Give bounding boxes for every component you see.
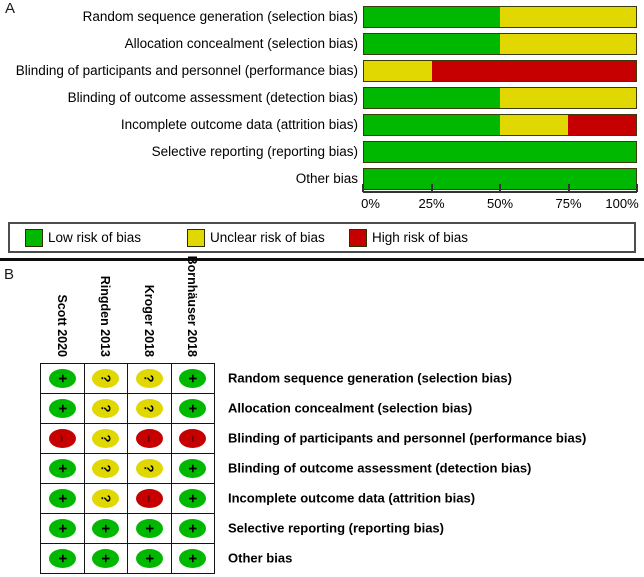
rob-summary-table — [40, 363, 215, 574]
rob-cell — [172, 514, 216, 544]
bar-segment-unclear — [364, 61, 432, 81]
panel-b-label: B — [4, 266, 15, 283]
bar-segment-unclear — [500, 34, 636, 54]
study-name: Bornhäuser 2018 — [185, 255, 200, 357]
rob-cell — [41, 364, 85, 394]
rob-cell — [41, 544, 85, 574]
panel-a-label: A — [5, 0, 16, 17]
rob-judgement-low-icon — [49, 549, 76, 568]
rob-row-label: Allocation concealment (selection bias) — [228, 400, 473, 416]
rob-cell — [172, 484, 216, 514]
rob-judgement-high-icon — [49, 429, 76, 448]
legend-label: Low risk of bias — [48, 230, 142, 245]
axis-tick — [636, 184, 638, 192]
bar-category-label: Incomplete outcome data (attrition bias) — [120, 117, 358, 132]
rob-cell — [85, 364, 129, 394]
rob-judgement-low-icon — [49, 489, 76, 508]
axis-tick — [362, 184, 364, 192]
bar-category-label: Blinding of participants and personnel (performance bias) — [15, 63, 358, 78]
rob-symbol: + — [184, 464, 202, 473]
rob-cell — [172, 424, 216, 454]
legend-swatch-high-icon — [349, 229, 367, 247]
rob-cell — [85, 514, 129, 544]
rob-row-label: Blinding of participants and personnel (performance bias) — [228, 430, 587, 446]
stacked-bar — [363, 60, 637, 82]
rob-symbol: + — [53, 404, 71, 413]
bar-segment-unclear — [500, 88, 636, 108]
study-name: Scott 2020 — [54, 294, 69, 357]
rob-judgement-low-icon — [92, 549, 119, 568]
rob-judgement-low-icon — [49, 399, 76, 418]
rob-symbol: + — [97, 554, 115, 563]
rob-cell — [41, 424, 85, 454]
rob-judgement-high-icon — [136, 489, 163, 508]
rob-judgement-unclear-icon — [136, 459, 163, 478]
axis-tick — [431, 184, 433, 192]
rob-symbol: + — [184, 374, 202, 383]
rob-judgement-low-icon — [179, 459, 206, 478]
bar-category-label: Random sequence generation (selection bias) — [82, 9, 358, 24]
rob-row-label: Other bias — [228, 550, 293, 566]
rob-symbol: + — [184, 524, 202, 533]
rob-judgement-low-icon — [179, 549, 206, 568]
rob-cell — [85, 454, 129, 484]
rob-symbol: − — [141, 494, 157, 503]
rob-symbol: + — [53, 554, 71, 563]
rob-symbol: − — [54, 434, 70, 443]
rob-judgement-low-icon — [49, 519, 76, 538]
rob-symbol: ? — [98, 374, 114, 383]
bar-segment-low — [364, 34, 500, 54]
axis-tick-label: 0% — [361, 196, 380, 211]
axis-tick-label: 50% — [486, 196, 514, 211]
bar-category-label: Selective reporting (reporting bias) — [151, 144, 358, 159]
rob-symbol: + — [53, 374, 71, 383]
rob-cell — [128, 454, 172, 484]
bar-segment-low — [364, 7, 500, 27]
legend-swatch-unclear-icon — [187, 229, 205, 247]
bar-segment-low — [364, 142, 636, 162]
rob-cell — [172, 544, 216, 574]
rob-symbol: + — [53, 524, 71, 533]
rob-symbol: ? — [98, 404, 114, 413]
legend-item-unclear — [187, 224, 325, 251]
rob-cell — [172, 394, 216, 424]
rob-cell — [128, 364, 172, 394]
rob-row-label: Selective reporting (reporting bias) — [228, 520, 444, 536]
rob-judgement-high-icon — [136, 429, 163, 448]
rob-symbol: + — [97, 524, 115, 533]
rob-cell — [172, 454, 216, 484]
rob-row-label: Blinding of outcome assessment (detection bias) — [228, 460, 532, 476]
legend-box — [8, 222, 636, 253]
rob-cell — [41, 514, 85, 544]
bar-segment-high — [568, 115, 636, 135]
study-name: Kroger 2018 — [141, 284, 156, 357]
bar-category-label: Other bias — [295, 171, 358, 186]
rob-cell — [128, 424, 172, 454]
rob-judgement-unclear-icon — [92, 459, 119, 478]
rob-cell — [85, 484, 129, 514]
rob-judgement-unclear-icon — [92, 399, 119, 418]
axis-tick — [499, 184, 501, 192]
stacked-bar — [363, 33, 637, 55]
rob-cell — [85, 394, 129, 424]
study-name: Ringden 2013 — [98, 275, 113, 357]
panel-divider — [0, 258, 644, 261]
rob-judgement-unclear-icon — [92, 489, 119, 508]
rob-symbol: + — [184, 404, 202, 413]
stacked-bar — [363, 6, 637, 28]
rob-judgement-low-icon — [179, 519, 206, 538]
rob-judgement-low-icon — [92, 519, 119, 538]
rob-judgement-low-icon — [136, 519, 163, 538]
legend-swatch-low-icon — [25, 229, 43, 247]
rob-judgement-low-icon — [49, 459, 76, 478]
rob-cell — [41, 454, 85, 484]
bar-segment-unclear — [500, 115, 568, 135]
legend-item-low — [25, 224, 141, 251]
bar-segment-low — [364, 115, 500, 135]
rob-cell — [41, 484, 85, 514]
rob-symbol: − — [141, 434, 157, 443]
legend-label: Unclear risk of bias — [210, 230, 325, 245]
rob-symbol: + — [53, 494, 71, 503]
rob-row-label: Incomplete outcome data (attrition bias) — [228, 490, 476, 506]
rob-symbol: ? — [141, 464, 157, 473]
rob-judgement-unclear-icon — [92, 369, 119, 388]
rob-symbol: + — [53, 464, 71, 473]
rob-symbol: ? — [141, 404, 157, 413]
bar-category-label: Allocation concealment (selection bias) — [124, 36, 358, 51]
axis-tick-label: 25% — [418, 196, 445, 211]
rob-judgement-unclear-icon — [136, 399, 163, 418]
rob-judgement-unclear-icon — [136, 369, 163, 388]
stacked-bar — [363, 141, 637, 163]
stacked-bar — [363, 87, 637, 109]
rob-cell — [85, 424, 129, 454]
stacked-bar — [363, 114, 637, 136]
rob-judgement-high-icon — [179, 429, 206, 448]
bar-segment-low — [364, 88, 500, 108]
rob-judgement-low-icon — [179, 369, 206, 388]
rob-judgement-low-icon — [179, 399, 206, 418]
rob-cell — [172, 364, 216, 394]
rob-cell — [128, 394, 172, 424]
rob-symbol: ? — [98, 464, 114, 473]
rob-cell — [128, 484, 172, 514]
rob-judgement-unclear-icon — [92, 429, 119, 448]
rob-row-label: Random sequence generation (selection bias) — [228, 370, 512, 386]
rob-symbol: ? — [98, 434, 114, 443]
axis-tick-label: 75% — [555, 196, 582, 211]
rob-cell — [128, 514, 172, 544]
rob-symbol: + — [184, 554, 202, 563]
axis-tick — [568, 184, 570, 192]
bar-segment-high — [432, 61, 636, 81]
bar-category-label: Blinding of outcome assessment (detection bias) — [67, 90, 358, 105]
rob-symbol: ? — [141, 374, 157, 383]
rob-symbol: + — [184, 494, 202, 503]
rob-cell — [128, 544, 172, 574]
legend-label: High risk of bias — [372, 230, 469, 245]
rob-cell — [41, 394, 85, 424]
rob-judgement-low-icon — [49, 369, 76, 388]
rob-symbol: ? — [98, 494, 114, 503]
rob-symbol: − — [185, 434, 201, 443]
rob-judgement-low-icon — [136, 549, 163, 568]
axis-tick-label: 100% — [605, 196, 639, 211]
bar-segment-unclear — [500, 7, 636, 27]
rob-cell — [85, 544, 129, 574]
rob-symbol: + — [140, 554, 158, 563]
legend-item-high — [349, 224, 468, 251]
rob-symbol: + — [140, 524, 158, 533]
rob-judgement-low-icon — [179, 489, 206, 508]
